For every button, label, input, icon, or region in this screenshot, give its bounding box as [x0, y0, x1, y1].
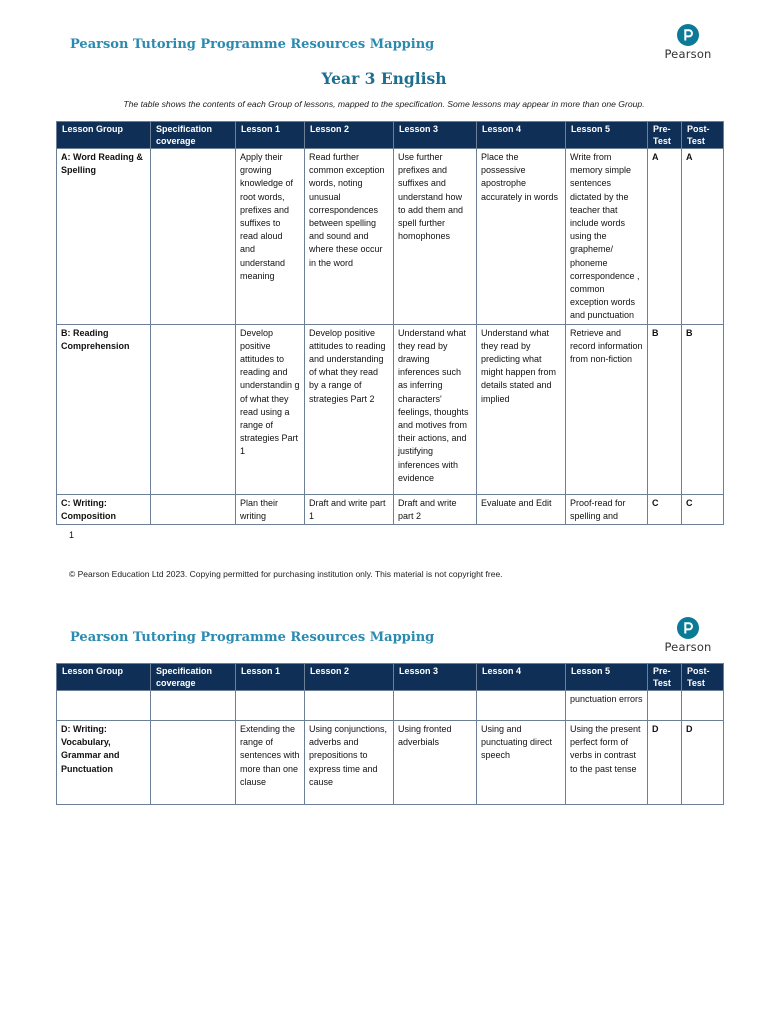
lesson-1-cell: Extending the range of sentences with more than one clause	[236, 721, 305, 805]
column-header: Post-Test	[682, 122, 724, 149]
lesson-3-cell: Understand what they read by drawing inferences such as inferring characters' feelings, thoughts and motives from their actions, and justifying inferences with evidence	[394, 324, 477, 494]
spec-coverage-cell	[151, 149, 236, 325]
column-header: Lesson 5	[566, 122, 648, 149]
lesson-2-cell: Draft and write part 1	[305, 494, 394, 524]
lesson-5-cell: Write from memory simple sentences dictated by the teacher that include words using the grapheme/ phoneme correspondence , common exception words and punctuation	[566, 149, 648, 325]
pearson-logo-wordmark: Pearson	[664, 47, 712, 61]
table-row	[57, 691, 724, 721]
lesson-5-cell: Proof-read for spelling and	[566, 494, 648, 524]
lesson-1-cell: Apply their growing knowledge of root words, prefixes and suffixes to read aloud and understand meaning	[236, 149, 305, 325]
column-header: Lesson 3	[394, 664, 477, 691]
post-test-cell: B	[682, 324, 724, 494]
intro-text: The table shows the contents of each Group of lessons, mapped to the specification. Some lessons may appear in more than one Group.	[123, 99, 645, 109]
copyright-notice: © Pearson Education Ltd 2023. Copying permitted for purchasing institution only. This material is not copyright free.	[69, 569, 503, 579]
column-header: Lesson Group	[57, 122, 151, 149]
lesson-5-cell: Retrieve and record information from non-fiction	[566, 324, 648, 494]
column-header: Pre-Test	[648, 122, 682, 149]
lesson-2-cell: Read further common exception words, noting unusual correspondences between spelling and sound and where these occur in the word	[305, 149, 394, 325]
column-header: Specification coverage	[151, 122, 236, 149]
table-header-row	[57, 122, 724, 149]
spec-coverage-cell	[151, 494, 236, 524]
pearson-logo	[660, 24, 716, 61]
column-header: Lesson 2	[305, 664, 394, 691]
post-test-cell: D	[682, 721, 724, 805]
pearson-logo-icon	[677, 617, 699, 639]
spec-coverage-cell	[151, 324, 236, 494]
pre-test-cell: D	[648, 721, 682, 805]
lesson-2-cell	[305, 691, 394, 721]
lesson-group-cell: D: Writing: Vocabulary, Grammar and Punctuation	[57, 721, 151, 805]
lesson-group-cell: A: Word Reading & Spelling	[57, 149, 151, 325]
lesson-group-cell: C: Writing: Composition	[57, 494, 151, 524]
spec-coverage-cell	[151, 691, 236, 721]
lesson-3-cell	[394, 691, 477, 721]
column-header: Lesson 3	[394, 122, 477, 149]
pearson-logo-wordmark: Pearson	[664, 640, 712, 654]
column-header: Lesson 5	[566, 664, 648, 691]
lesson-4-cell: Using and punctuating direct speech	[477, 721, 566, 805]
table-row	[57, 149, 724, 325]
column-header: Lesson 4	[477, 122, 566, 149]
column-header: Lesson 1	[236, 122, 305, 149]
lesson-group-cell	[57, 691, 151, 721]
table-row	[57, 494, 724, 524]
pre-test-cell: B	[648, 324, 682, 494]
lesson-4-cell: Understand what they read by predicting what might happen from details stated and implied	[477, 324, 566, 494]
lesson-2-cell: Develop positive attitudes to reading and understanding of what they read by a range of strategies Part 2	[305, 324, 394, 494]
lesson-5-cell: Using the present perfect form of verbs in contrast to the past tense	[566, 721, 648, 805]
column-header: Lesson 4	[477, 664, 566, 691]
pre-test-cell: A	[648, 149, 682, 325]
column-header: Lesson 2	[305, 122, 394, 149]
lesson-4-cell	[477, 691, 566, 721]
table-row	[57, 721, 724, 805]
spec-coverage-cell	[151, 721, 236, 805]
document-title: Year 3 English	[321, 69, 447, 88]
pre-test-cell: C	[648, 494, 682, 524]
resources-mapping-table	[56, 121, 724, 525]
pearson-logo	[660, 617, 716, 654]
resources-mapping-table-continued	[56, 663, 724, 805]
lesson-1-cell	[236, 691, 305, 721]
lesson-5-cell: punctuation errors	[566, 691, 648, 721]
column-header: Lesson 1	[236, 664, 305, 691]
page-header-title: Pearson Tutoring Programme Resources Mapping	[70, 630, 435, 645]
post-test-cell: A	[682, 149, 724, 325]
post-test-cell: C	[682, 494, 724, 524]
lesson-3-cell: Draft and write part 2	[394, 494, 477, 524]
column-header: Post-Test	[682, 664, 724, 691]
table-row	[57, 324, 724, 494]
lesson-1-cell: Develop positive attitudes to reading and understandin g of what they read using a range of strategies Part 1	[236, 324, 305, 494]
lesson-3-cell: Using fronted adverbials	[394, 721, 477, 805]
lesson-3-cell: Use further prefixes and suffixes and understand how to add them and spell further homophones	[394, 149, 477, 325]
lesson-4-cell: Evaluate and Edit	[477, 494, 566, 524]
pre-test-cell	[648, 691, 682, 721]
table-header-row	[57, 664, 724, 691]
page-number: 1	[69, 530, 75, 540]
column-header: Lesson Group	[57, 664, 151, 691]
lesson-4-cell: Place the possessive apostrophe accurately in words	[477, 149, 566, 325]
post-test-cell	[682, 691, 724, 721]
column-header: Specification coverage	[151, 664, 236, 691]
lesson-group-cell: B: Reading Comprehension	[57, 324, 151, 494]
page-header-title: Pearson Tutoring Programme Resources Mapping	[70, 37, 435, 52]
lesson-2-cell: Using conjunctions, adverbs and prepositions to express time and cause	[305, 721, 394, 805]
pearson-logo-icon	[677, 24, 699, 46]
lesson-1-cell: Plan their writing	[236, 494, 305, 524]
column-header: Pre-Test	[648, 664, 682, 691]
